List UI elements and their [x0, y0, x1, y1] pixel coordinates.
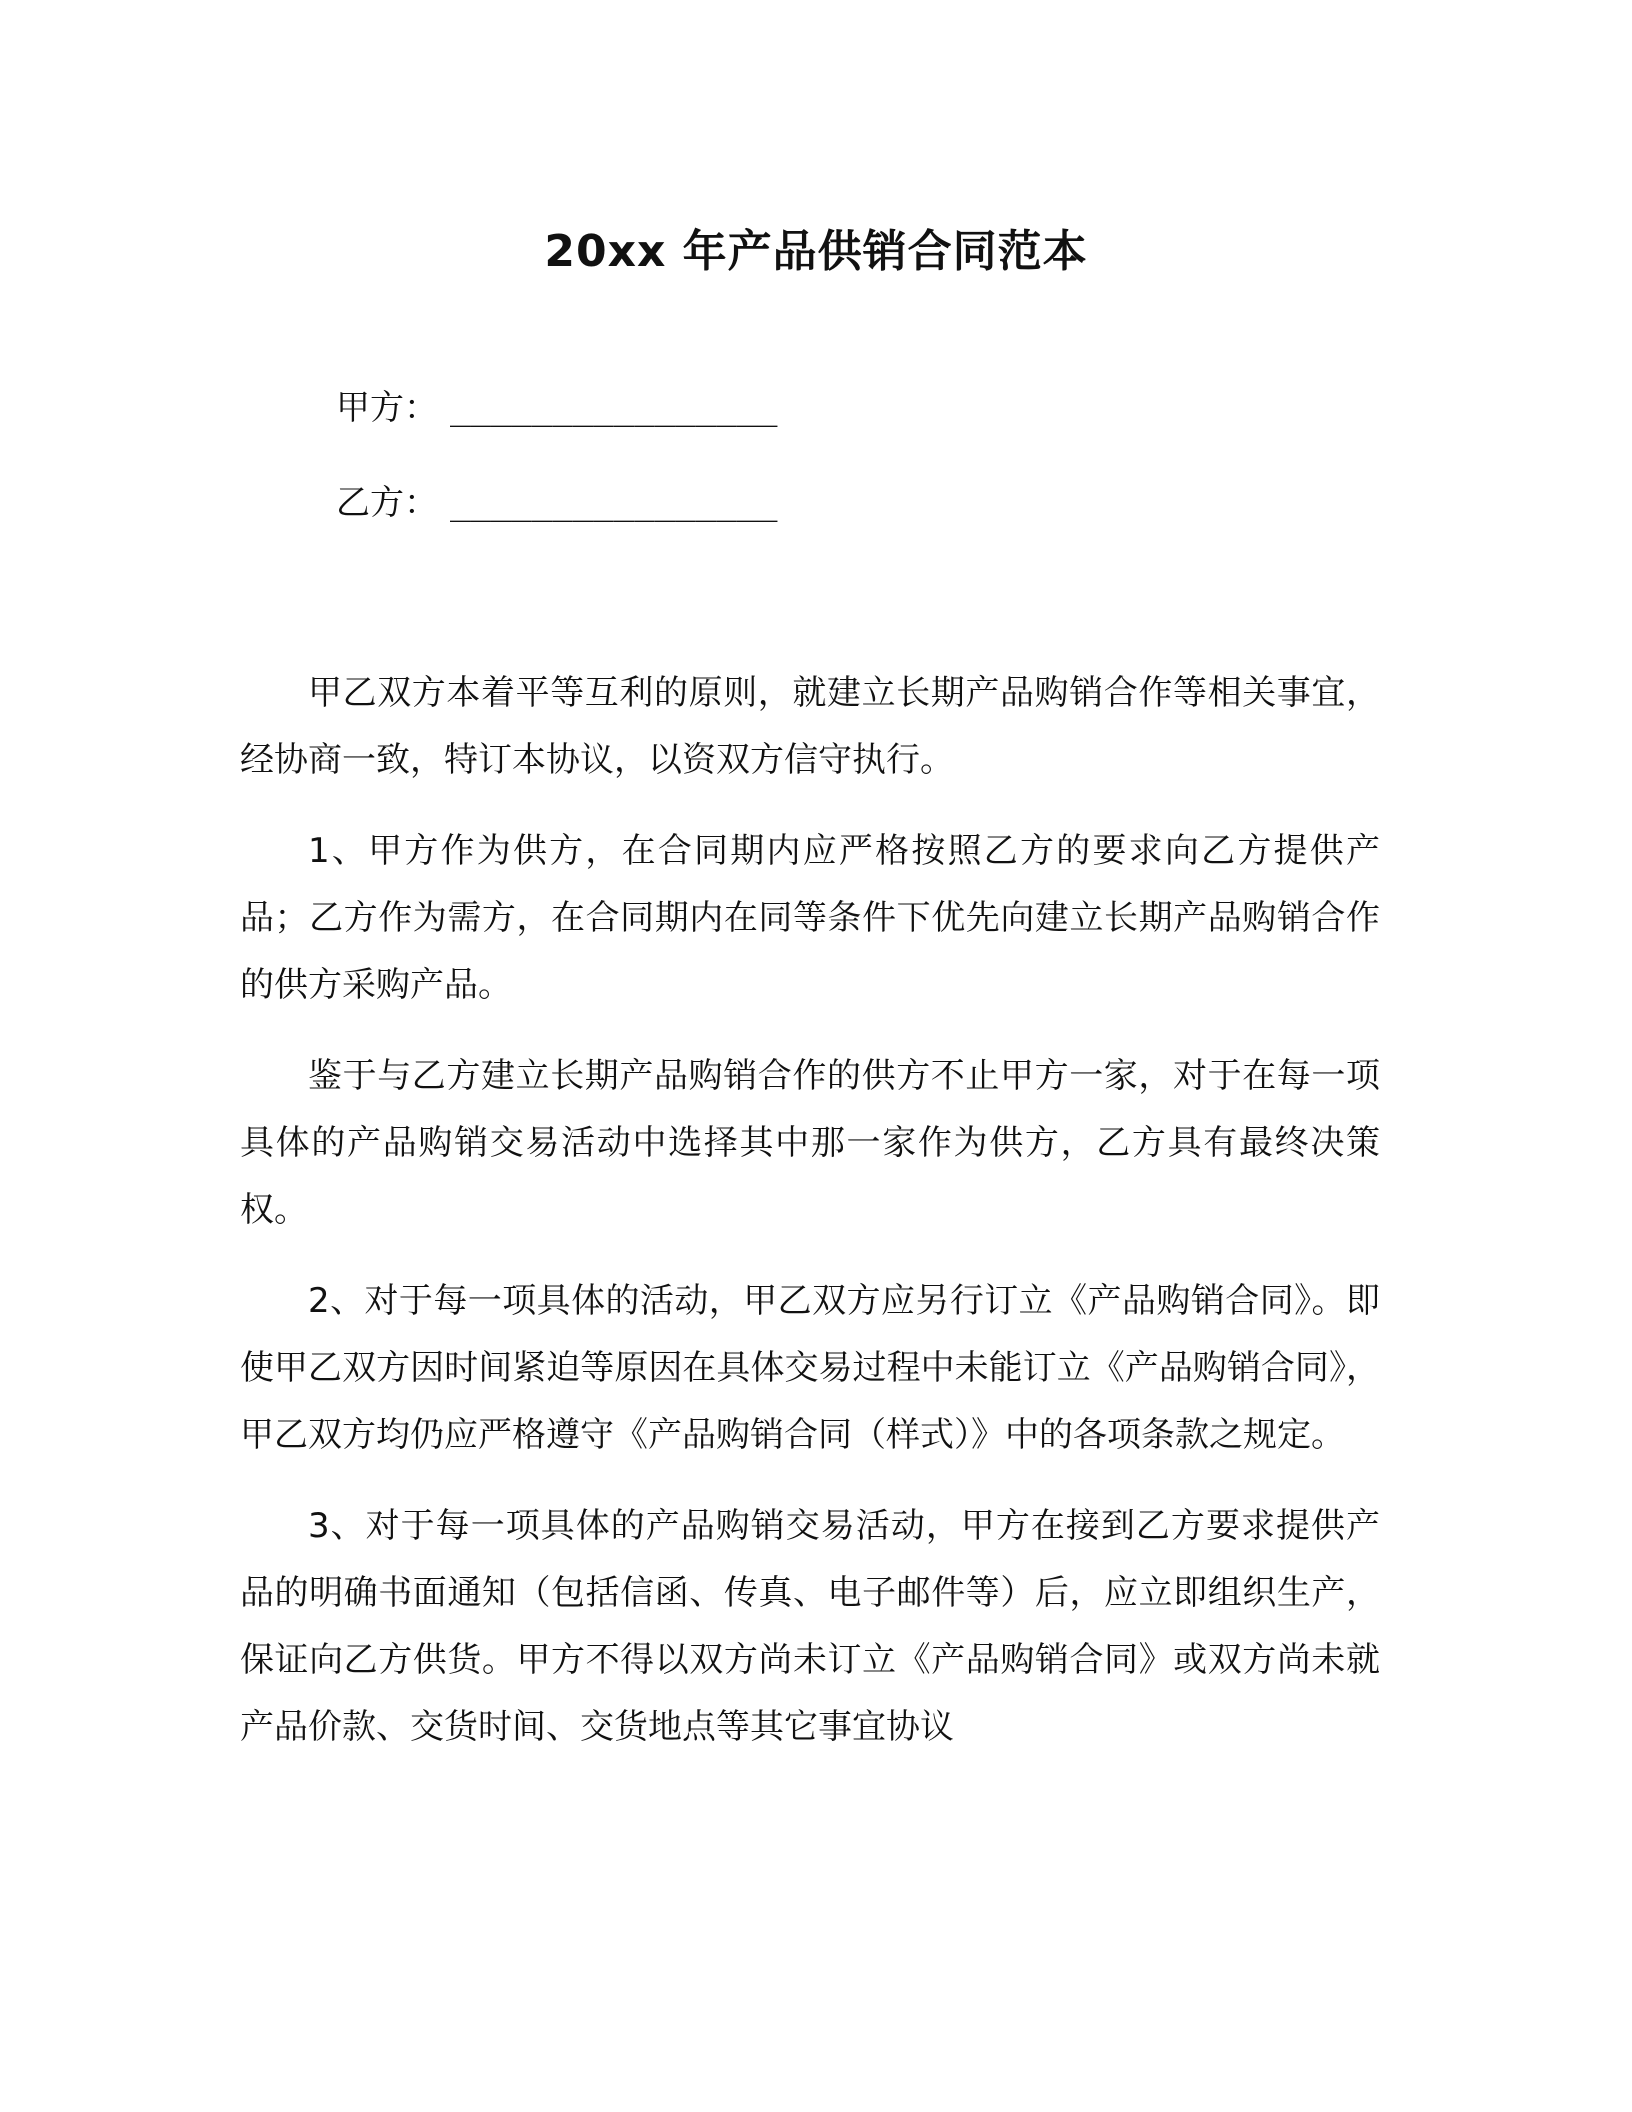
party-b-blank: ________________	[450, 483, 778, 523]
party-a-blank: ________________	[450, 388, 778, 428]
document-title: 20xx 年产品供销合同范本	[544, 226, 1088, 277]
party-b-line	[336, 478, 778, 528]
paragraph-clause-3: 3、对于每一项具体的产品购销交易活动，甲方在接到乙方要求提供产品的明确书面通知（包括信函、传真、电子邮件等）后，应立即组织生产，保证向乙方供货。甲方不得以双方尚未订立《产品购销合同》或双方尚未就产品价款、交货时间、交货地点等其它事宜协议	[240, 1506, 1380, 1747]
paragraph-intro: 甲乙双方本着平等互利的原则，就建立长期产品购销合作等相关事宜，经协商一致，特订本协议，以资双方信守执行。	[240, 673, 1380, 780]
contract-body	[240, 660, 1380, 1785]
party-a-label: 甲方：	[336, 388, 438, 428]
paragraph-clause-1: 1、甲方作为供方，在合同期内应严格按照乙方的要求向乙方提供产品；乙方作为需方，在合同期内在同等条件下优先向建立长期产品购销合作的供方采购产品。	[240, 831, 1380, 1005]
party-b-label: 乙方：	[336, 483, 438, 523]
paragraph-clause-1-note: 鉴于与乙方建立长期产品购销合作的供方不止甲方一家，对于在每一项具体的产品购销交易活动中选择其中那一家作为供方，乙方具有最终决策权。	[240, 1056, 1380, 1230]
party-a-line	[336, 383, 778, 433]
paragraph-clause-2: 2、对于每一项具体的活动，甲乙双方应另行订立《产品购销合同》。即使甲乙双方因时间紧迫等原因在具体交易过程中未能订立《产品购销合同》，甲乙双方均仍应严格遵守《产品购销合同（样式）》中的各项条款之规定。	[240, 1281, 1380, 1455]
